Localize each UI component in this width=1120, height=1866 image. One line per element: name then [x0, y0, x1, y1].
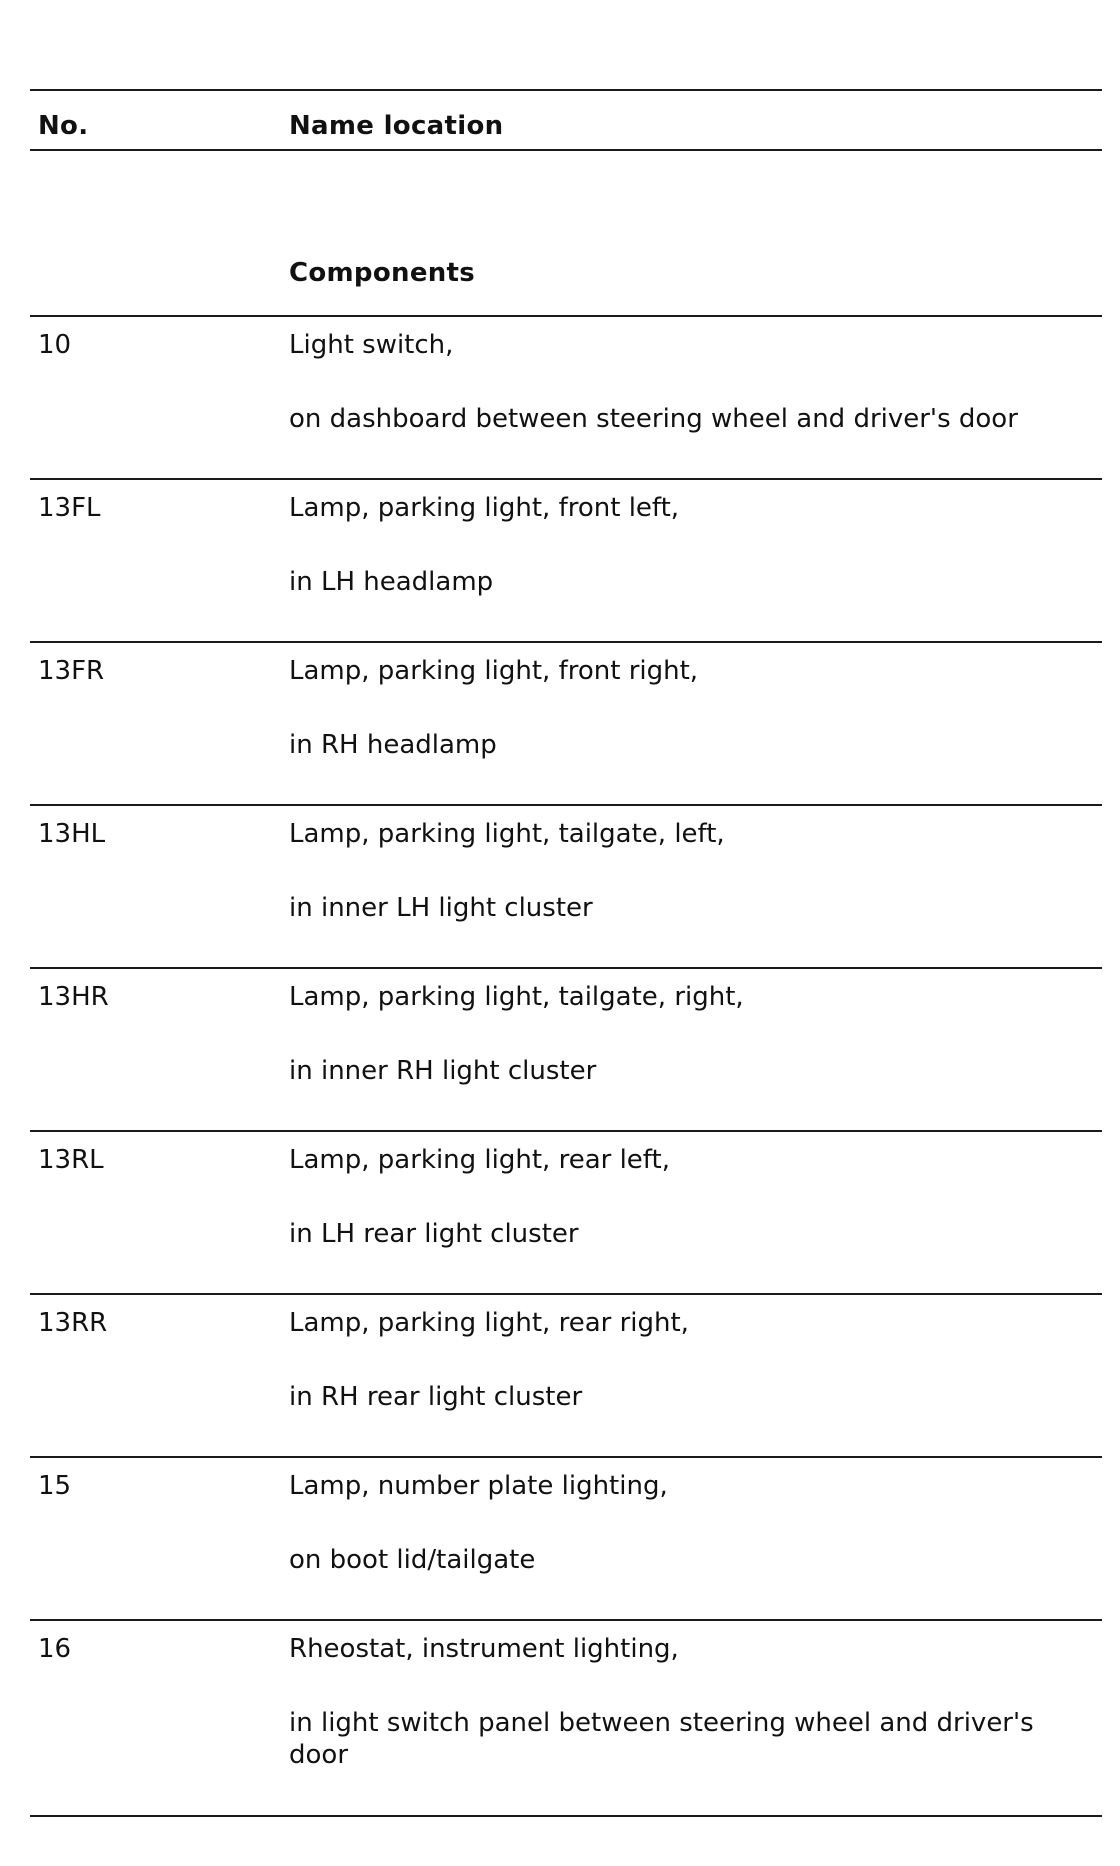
- row-name: Lamp, parking light, front left,: [289, 493, 680, 523]
- table-row: [30, 806, 1102, 967]
- row-number: 13RL: [38, 1145, 104, 1175]
- table-row: [30, 480, 1102, 641]
- row-location: in inner LH light cluster: [289, 893, 593, 923]
- row-name: Lamp, parking light, rear left,: [289, 1145, 670, 1175]
- row-number: 16: [38, 1634, 72, 1664]
- table-header: [30, 91, 1102, 149]
- row-number: 13FL: [38, 493, 101, 523]
- row-name: Lamp, parking light, tailgate, left,: [289, 819, 725, 849]
- row-location: in LH rear light cluster: [289, 1219, 579, 1249]
- row-name: Lamp, parking light, rear right,: [289, 1308, 689, 1338]
- section-heading-row: [30, 151, 1102, 315]
- row-name: Lamp, parking light, tailgate, right,: [289, 982, 744, 1012]
- row-location: on dashboard between steering wheel and driver's door: [289, 404, 1018, 434]
- table-bottom-rule: [30, 1815, 1102, 1817]
- row-location: in inner RH light cluster: [289, 1056, 597, 1086]
- row-location: in light switch panel between steering wheel and driver's door: [289, 1708, 1034, 1770]
- row-location: in RH rear light cluster: [289, 1382, 583, 1412]
- table-row: [30, 1621, 1102, 1815]
- row-name: Lamp, number plate lighting,: [289, 1471, 668, 1501]
- table-row: [30, 643, 1102, 804]
- row-number: 13HR: [38, 982, 109, 1012]
- table-row: [30, 969, 1102, 1130]
- table-row: [30, 317, 1102, 478]
- section-title: Components: [289, 258, 476, 288]
- row-number: 13HL: [38, 819, 106, 849]
- row-location: in LH headlamp: [289, 567, 494, 597]
- table-row: [30, 1132, 1102, 1293]
- row-location: in RH headlamp: [289, 730, 497, 760]
- row-number: 13RR: [38, 1308, 108, 1338]
- row-number: 15: [38, 1471, 72, 1501]
- row-name: Light switch,: [289, 330, 454, 360]
- row-location: on boot lid/tailgate: [289, 1545, 536, 1575]
- component-table: [30, 89, 1102, 1817]
- row-number: 13FR: [38, 656, 105, 686]
- row-name: Lamp, parking light, front right,: [289, 656, 699, 686]
- table-row: [30, 1295, 1102, 1456]
- header-name-location: Name location: [289, 111, 504, 141]
- header-no: No.: [38, 111, 89, 141]
- table-row: [30, 1458, 1102, 1619]
- row-number: 10: [38, 330, 72, 360]
- row-name: Rheostat, instrument lighting,: [289, 1634, 679, 1664]
